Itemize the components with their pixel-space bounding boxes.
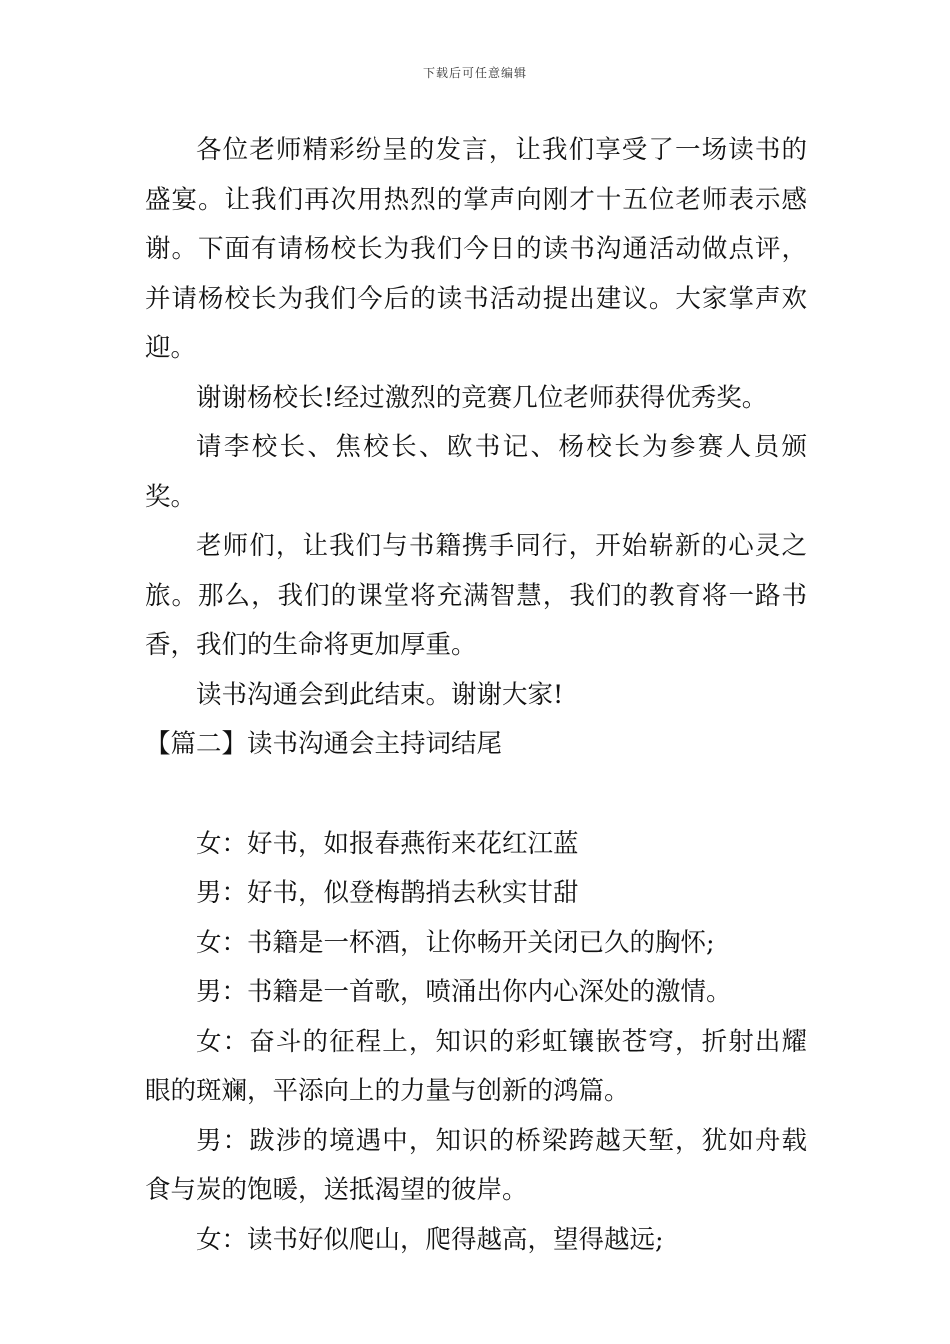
paragraph-closing-remarks: 各位老师精彩纷呈的发言，让我们享受了一场读书的盛宴。让我们再次用热烈的掌声向刚才十五位老师表示感谢。下面有请杨校长为我们今日的读书沟通活动做点评，并请杨校长为我们今后的读书活动提出建议。大家掌声欢迎。: [145, 135, 807, 363]
paragraph-journey: 老师们，让我们与书籍携手同行，开始崭新的心灵之旅。那么，我们的课堂将充满智慧，我们的教育将一路书香，我们的生命将更加厚重。: [145, 531, 807, 660]
dialogue-line: 女：书籍是一杯酒，让你畅开关闭已久的胸怀;: [196, 927, 715, 958]
header-note: 下载后可任意编辑: [422, 66, 527, 80]
dialogue-line: 男：跋涉的境遇中，知识的桥梁跨越天堑，犹如舟载食与炭的饱暖，送抵渴望的彼岸。: [145, 1125, 807, 1205]
dialogue-line: 女：读书好似爬山，爬得越高，望得越远;: [196, 1224, 664, 1255]
document-body: [145, 126, 807, 1265]
dialogue-line: 男：书籍是一首歌，喷涌出你内心深处的激情。: [196, 977, 732, 1007]
blank-line: [145, 770, 807, 820]
paragraph-awards: 请李校长、焦校长、欧书记、杨校长为参赛人员颁奖。: [145, 432, 807, 512]
paragraph-thanks: 谢谢杨校长!经过激烈的竞赛几位老师获得优秀奖。: [196, 382, 768, 413]
paragraph-end: 读书沟通会到此结束。谢谢大家!: [196, 679, 564, 710]
dialogue-line: 女：好书，如报春燕衔来花红江蓝: [196, 828, 579, 859]
dialogue-line: 男：好书，似登梅鹊捎去秋实甘甜: [196, 878, 579, 908]
dialogue-line: 女：奋斗的征程上，知识的彩虹镶嵌苍穹，折射出耀眼的斑斓，平添向上的力量与创新的鸿篇。: [145, 1026, 807, 1106]
section-title: 【篇二】读书沟通会主持词结尾: [145, 729, 503, 759]
